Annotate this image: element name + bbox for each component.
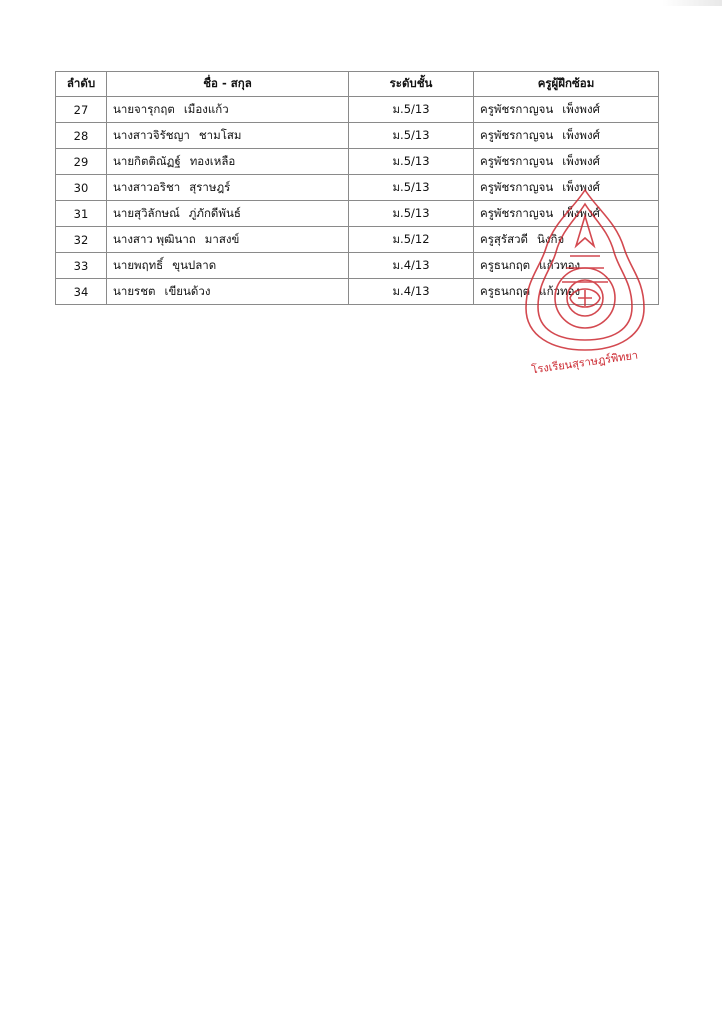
- seal-inner-outline: [538, 204, 632, 340]
- row-no: 30: [56, 175, 107, 201]
- first-name: นายจารุกฤต: [113, 101, 175, 116]
- row-name: [107, 149, 349, 175]
- table-row: [56, 149, 659, 175]
- row-name: [107, 227, 349, 253]
- coach-first-name: ครูธนกฤต: [480, 257, 531, 272]
- scan-edge-mark: [662, 0, 722, 6]
- first-name: นายสุวิลักษณ์: [113, 205, 180, 220]
- header-no: ลำดับ: [56, 72, 107, 97]
- school-seal-stamp: [520, 186, 650, 376]
- coach-first-name: ครูธนกฤต: [480, 283, 531, 298]
- first-name: นางสาวอริชา: [113, 179, 181, 194]
- row-name: [107, 201, 349, 227]
- seal-ornament: [570, 289, 600, 307]
- row-coach: [474, 123, 659, 149]
- header-level: ระดับชั้น: [349, 72, 474, 97]
- row-name: [107, 253, 349, 279]
- coach-first-name: ครูพัชรกาญจน: [480, 205, 554, 220]
- row-level: ม.4/13: [349, 253, 474, 279]
- table-row: [56, 123, 659, 149]
- coach-last-name: เพ็งพงศ์: [562, 205, 600, 220]
- table-row: [56, 97, 659, 123]
- coach-last-name: เพ็งพงศ์: [562, 179, 600, 194]
- coach-first-name: ครูพัชรกาญจน: [480, 153, 554, 168]
- row-name: [107, 175, 349, 201]
- last-name: สุราษฎร์: [189, 179, 231, 194]
- first-name: นายรชต: [113, 283, 156, 298]
- last-name: มาสงข์: [204, 231, 240, 246]
- row-no: 31: [56, 201, 107, 227]
- last-name: เขียนด้วง: [164, 283, 211, 298]
- coach-last-name: เพ็งพงศ์: [562, 127, 600, 142]
- row-no: 32: [56, 227, 107, 253]
- row-name: [107, 97, 349, 123]
- header-coach: ครูผู้ฝึกซ้อม: [474, 72, 659, 97]
- row-no: 33: [56, 253, 107, 279]
- last-name: ภู่ภักดีพันธ์: [188, 205, 241, 220]
- seal-caption: โรงเรียนสุราษฎร์พิทยา: [530, 348, 639, 376]
- first-name: นายกิตติณัฏฐ์: [113, 153, 181, 168]
- coach-last-name: เพ็งพงศ์: [562, 101, 600, 116]
- row-level: ม.5/13: [349, 97, 474, 123]
- coach-first-name: ครูสุรัสวดี: [480, 231, 529, 246]
- coach-first-name: ครูพัชรกาญจน: [480, 127, 554, 142]
- first-name: นางสาว พุฒินาถ: [113, 231, 196, 246]
- row-level: ม.5/13: [349, 149, 474, 175]
- last-name: ขุนปลาด: [172, 257, 217, 272]
- last-name: ทองเหลือ: [189, 153, 236, 168]
- row-level: ม.5/12: [349, 227, 474, 253]
- coach-last-name: แก้วทอง: [539, 283, 581, 298]
- row-level: ม.5/13: [349, 201, 474, 227]
- row-no: 28: [56, 123, 107, 149]
- first-name: นายพฤทธิ์: [113, 257, 164, 272]
- coach-last-name: นิงกิจ: [537, 231, 565, 246]
- last-name: เมืองแก้ว: [183, 101, 229, 116]
- coach-last-name: แก้วทอง: [539, 257, 581, 272]
- row-name: [107, 279, 349, 305]
- row-level: ม.5/13: [349, 175, 474, 201]
- row-no: 29: [56, 149, 107, 175]
- coach-first-name: ครูพัชรกาญจน: [480, 101, 554, 116]
- header-name: ชื่อ - สกุล: [107, 72, 349, 97]
- row-level: ม.4/13: [349, 279, 474, 305]
- coach-first-name: ครูพัชรกาญจน: [480, 179, 554, 194]
- table-header-row: [56, 72, 659, 97]
- coach-last-name: เพ็งพงศ์: [562, 153, 600, 168]
- first-name: นางสาวจิรัชญา: [113, 127, 190, 142]
- row-no: 34: [56, 279, 107, 305]
- row-level: ม.5/13: [349, 123, 474, 149]
- row-coach: [474, 97, 659, 123]
- last-name: ชามโสม: [198, 127, 242, 142]
- row-name: [107, 123, 349, 149]
- row-no: 27: [56, 97, 107, 123]
- row-coach: [474, 149, 659, 175]
